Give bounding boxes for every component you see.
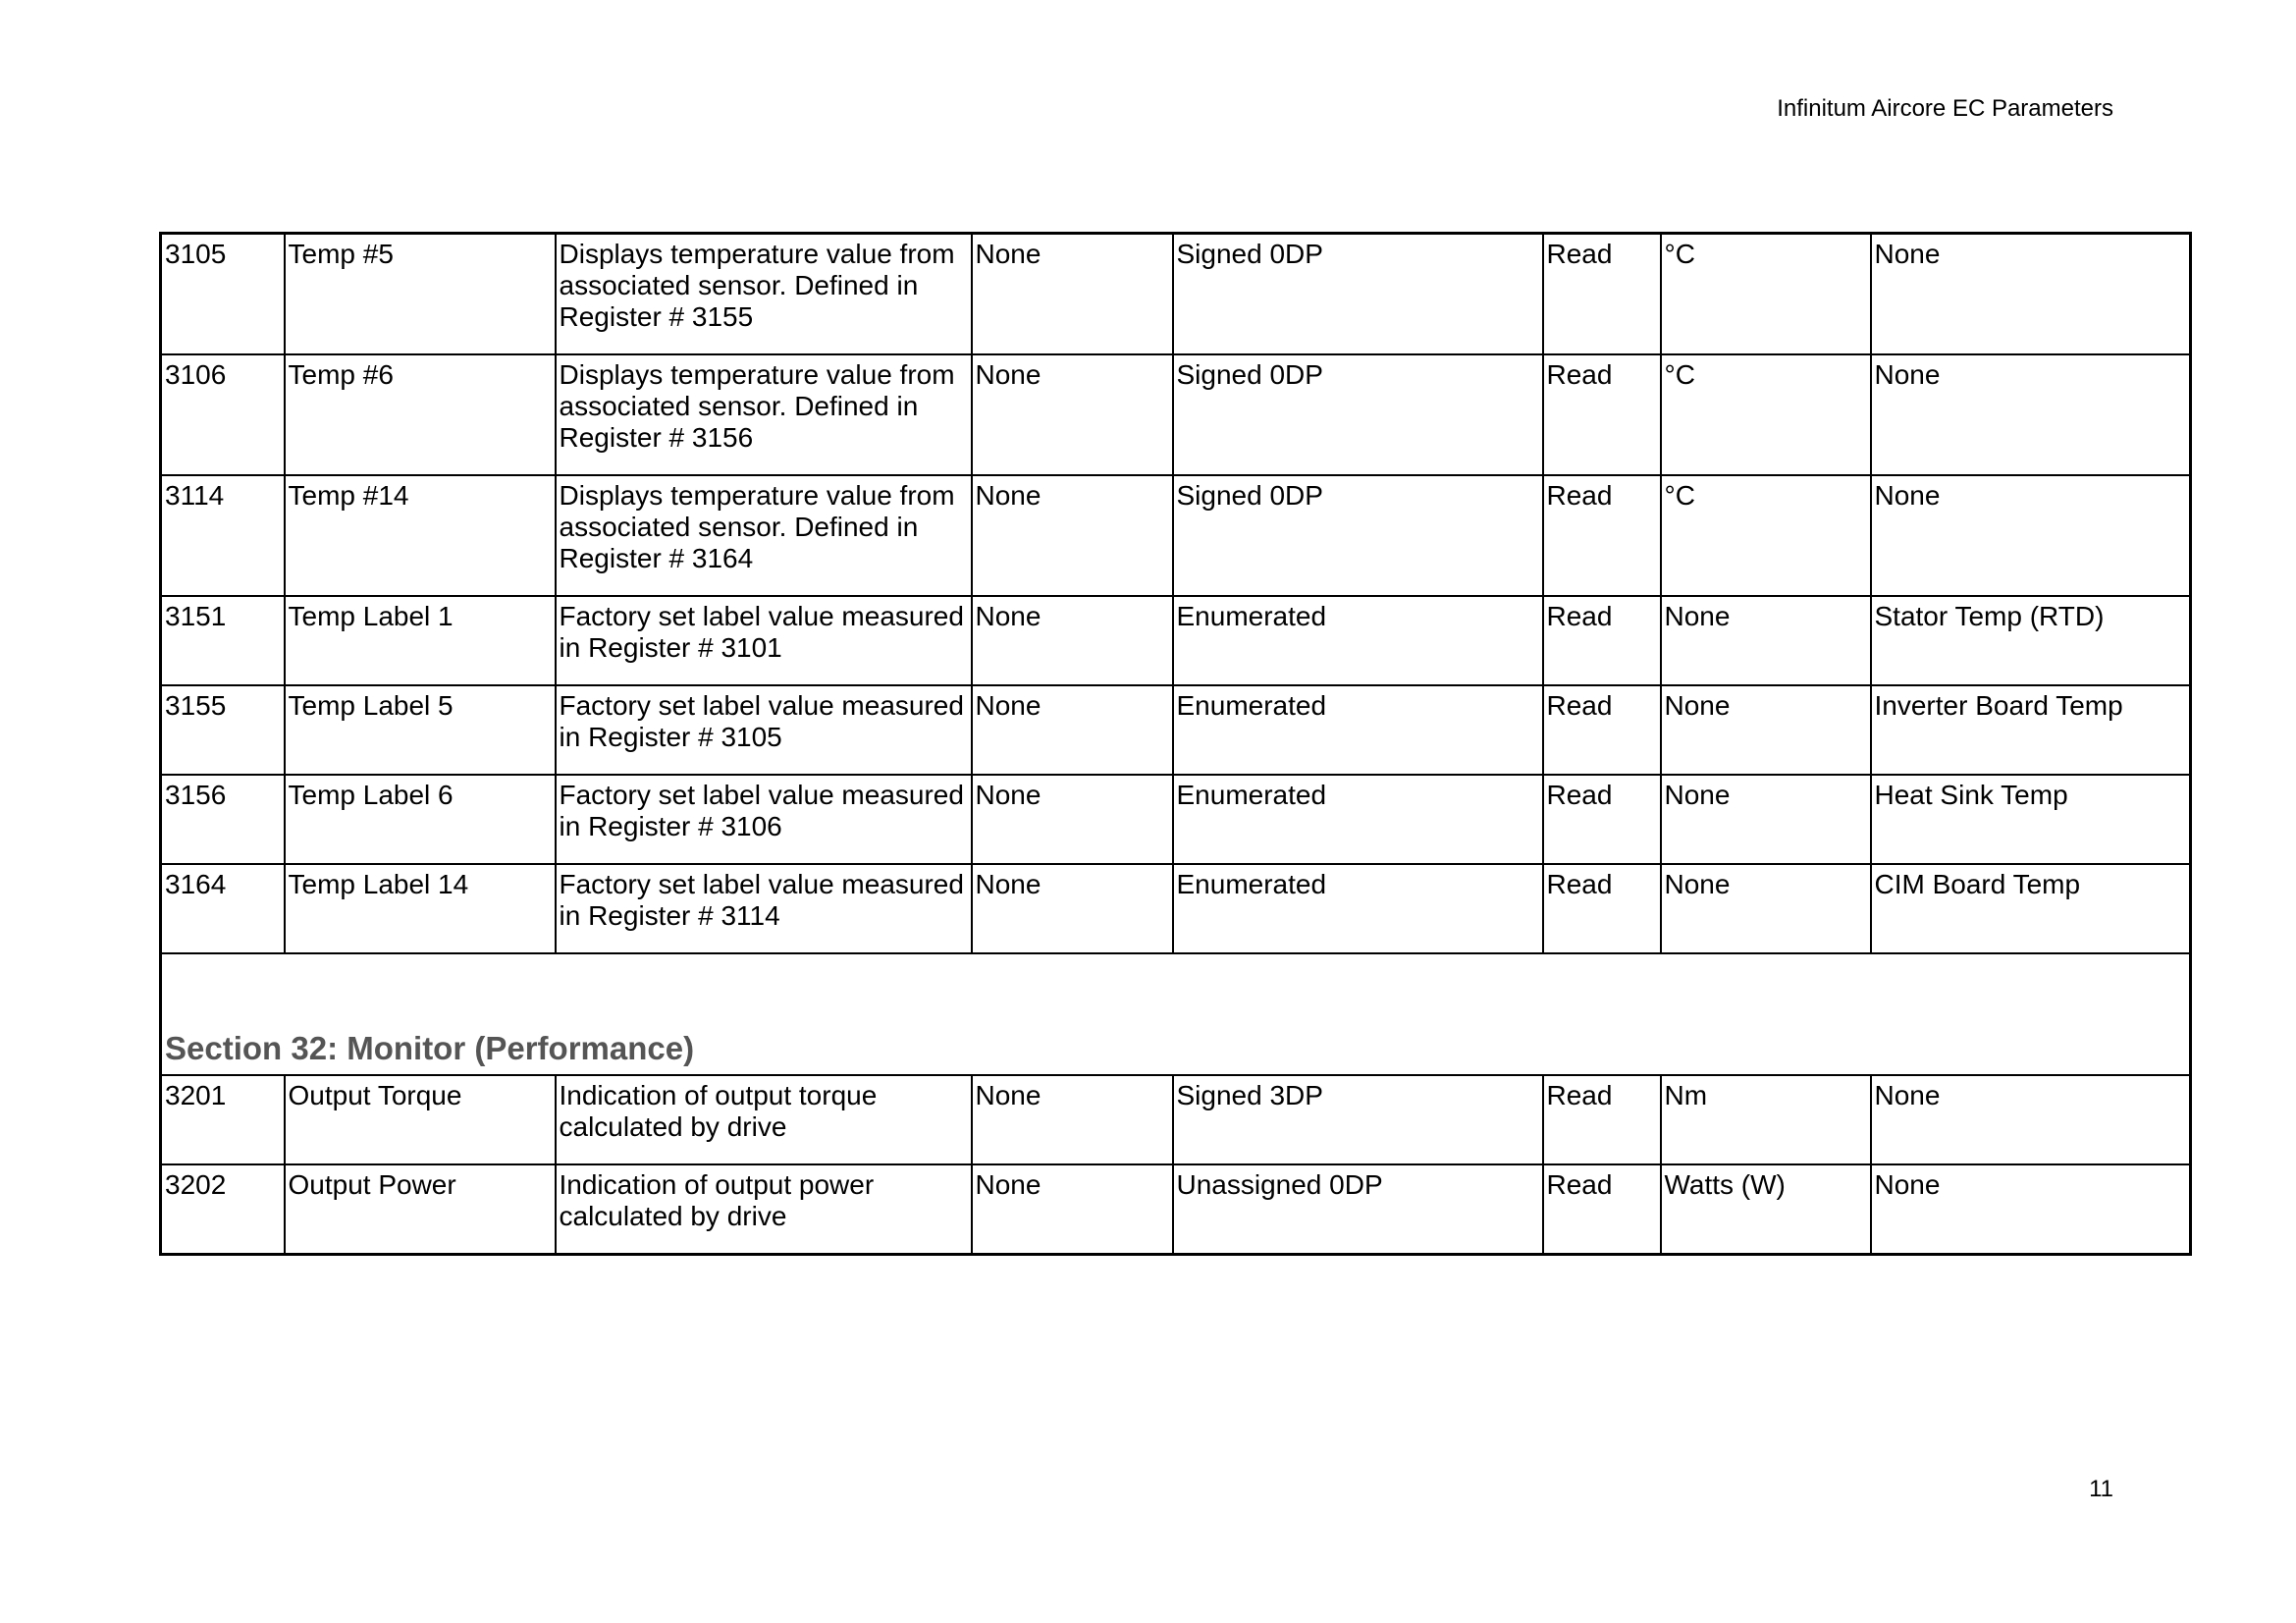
value-cell: None [1871, 354, 2191, 475]
description-cell: Indication of output power calculated by drive [556, 1164, 972, 1255]
format-cell: Signed 0DP [1173, 234, 1543, 355]
register-cell: 3164 [161, 864, 285, 953]
access-cell: Read [1543, 1164, 1661, 1255]
units-cell: Watts (W) [1661, 1164, 1871, 1255]
units-cell: °C [1661, 354, 1871, 475]
parameter-name-cell: Temp #6 [285, 354, 556, 475]
description-cell: Displays temperature value from associated sensor. Defined in Register # 3164 [556, 475, 972, 596]
format-cell: Enumerated [1173, 864, 1543, 953]
description-cell: Factory set label value measured in Register # 3101 [556, 596, 972, 685]
table-row [161, 775, 2191, 864]
description-cell: Displays temperature value from associated sensor. Defined in Register # 3156 [556, 354, 972, 475]
format-cell: Signed 0DP [1173, 475, 1543, 596]
scaling-cell: None [972, 775, 1173, 864]
table-row [161, 475, 2191, 596]
units-cell: °C [1661, 234, 1871, 355]
table-row [161, 864, 2191, 953]
parameter-name-cell: Temp Label 5 [285, 685, 556, 775]
units-cell: None [1661, 596, 1871, 685]
scaling-cell: None [972, 596, 1173, 685]
access-cell: Read [1543, 685, 1661, 775]
rows-after-section [161, 1075, 2191, 1255]
parameter-name-cell: Output Power [285, 1164, 556, 1255]
format-cell: Enumerated [1173, 685, 1543, 775]
format-cell: Unassigned 0DP [1173, 1164, 1543, 1255]
page-header-title: Infinitum Aircore EC Parameters [1777, 95, 2113, 122]
value-cell: CIM Board Temp [1871, 864, 2191, 953]
parameters-table [159, 232, 2192, 1256]
parameter-name-cell: Temp Label 14 [285, 864, 556, 953]
table-row [161, 234, 2191, 355]
scaling-cell: None [972, 354, 1173, 475]
table-row [161, 1164, 2191, 1255]
format-cell: Signed 0DP [1173, 354, 1543, 475]
scaling-cell: None [972, 864, 1173, 953]
units-cell: Nm [1661, 1075, 1871, 1164]
access-cell: Read [1543, 1075, 1661, 1164]
value-cell: None [1871, 1075, 2191, 1164]
section-row [161, 953, 2191, 1075]
value-cell: None [1871, 1164, 2191, 1255]
table-row [161, 596, 2191, 685]
access-cell: Read [1543, 775, 1661, 864]
parameter-name-cell: Temp Label 6 [285, 775, 556, 864]
value-cell: Heat Sink Temp [1871, 775, 2191, 864]
access-cell: Read [1543, 354, 1661, 475]
parameter-name-cell: Temp #14 [285, 475, 556, 596]
register-cell: 3202 [161, 1164, 285, 1255]
units-cell: None [1661, 864, 1871, 953]
scaling-cell: None [972, 475, 1173, 596]
format-cell: Signed 3DP [1173, 1075, 1543, 1164]
parameter-name-cell: Temp Label 1 [285, 596, 556, 685]
description-cell: Factory set label value measured in Register # 3106 [556, 775, 972, 864]
value-cell: Stator Temp (RTD) [1871, 596, 2191, 685]
scaling-cell: None [972, 1075, 1173, 1164]
access-cell: Read [1543, 596, 1661, 685]
format-cell: Enumerated [1173, 775, 1543, 864]
units-cell: None [1661, 685, 1871, 775]
units-cell: °C [1661, 475, 1871, 596]
section-title: Section 32: Monitor (Performance) [161, 953, 2191, 1075]
units-cell: None [1661, 775, 1871, 864]
register-cell: 3114 [161, 475, 285, 596]
access-cell: Read [1543, 864, 1661, 953]
page-number: 11 [2089, 1476, 2113, 1502]
access-cell: Read [1543, 234, 1661, 355]
scaling-cell: None [972, 234, 1173, 355]
format-cell: Enumerated [1173, 596, 1543, 685]
description-cell: Indication of output torque calculated by drive [556, 1075, 972, 1164]
table-row [161, 1075, 2191, 1164]
register-cell: 3156 [161, 775, 285, 864]
value-cell: None [1871, 475, 2191, 596]
table-row [161, 354, 2191, 475]
register-cell: 3151 [161, 596, 285, 685]
register-cell: 3201 [161, 1075, 285, 1164]
access-cell: Read [1543, 475, 1661, 596]
parameter-name-cell: Temp #5 [285, 234, 556, 355]
rows-before-section [161, 234, 2191, 954]
scaling-cell: None [972, 1164, 1173, 1255]
scaling-cell: None [972, 685, 1173, 775]
description-cell: Factory set label value measured in Register # 3114 [556, 864, 972, 953]
register-cell: 3155 [161, 685, 285, 775]
value-cell: Inverter Board Temp [1871, 685, 2191, 775]
register-cell: 3106 [161, 354, 285, 475]
description-cell: Factory set label value measured in Register # 3105 [556, 685, 972, 775]
description-cell: Displays temperature value from associated sensor. Defined in Register # 3155 [556, 234, 972, 355]
table-row [161, 685, 2191, 775]
register-cell: 3105 [161, 234, 285, 355]
value-cell: None [1871, 234, 2191, 355]
parameter-name-cell: Output Torque [285, 1075, 556, 1164]
